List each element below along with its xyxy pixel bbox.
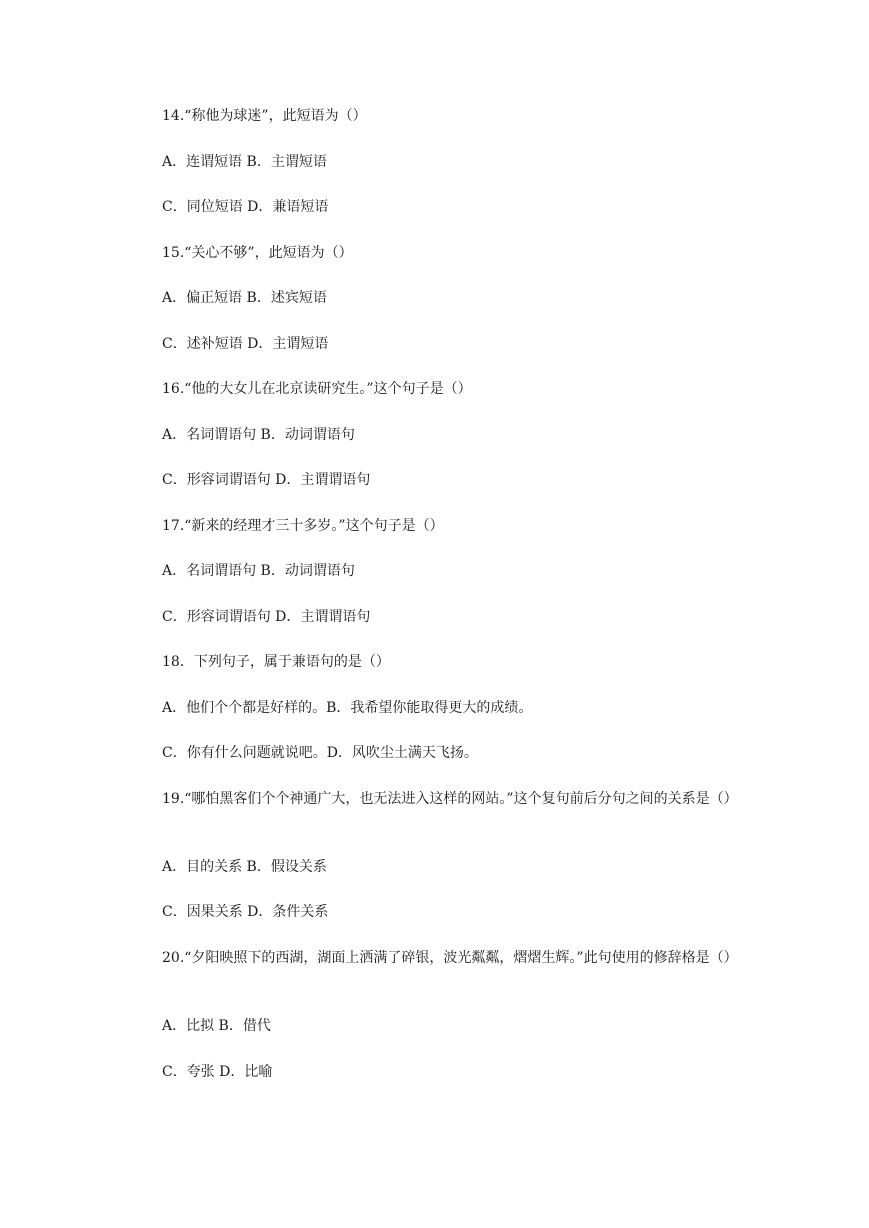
question-18-stem: 18．下列句子，属于兼语句的是（） bbox=[162, 654, 390, 670]
question-16-options-ab: A．名词谓语句 B．动词谓语句 bbox=[162, 427, 355, 443]
question-17-options-ab: A．名词谓语句 B．动词谓语句 bbox=[162, 563, 355, 579]
question-17-stem: 17.“新来的经理才三十多岁。”这个句子是（） bbox=[162, 518, 444, 534]
question-20-stem: 20.“夕阳映照下的西湖，湖面上洒满了碎银，波光粼粼，熠熠生辉。”此句使用的修辞格是（） bbox=[162, 950, 738, 966]
question-14-options-cd: C．同位短语 D．兼语短语 bbox=[162, 199, 329, 215]
question-14-stem: 14.“称他为球迷”，此短语为（） bbox=[162, 108, 367, 124]
question-18-options-cd: C．你有什么问题就说吧。D．风吹尘土满天飞扬。 bbox=[162, 745, 478, 761]
question-19-options-cd: C．因果关系 D．条件关系 bbox=[162, 904, 329, 920]
question-18-options-ab: A．他们个个都是好样的。B．我希望你能取得更大的成绩。 bbox=[162, 700, 533, 716]
question-19-stem: 19.“哪怕黑客们个个神通广大，也无法进入这样的网站。”这个复句前后分句之间的关系是（） bbox=[162, 791, 738, 807]
question-15-stem: 15.“关心不够”，此短语为（） bbox=[162, 245, 353, 261]
question-17-options-cd: C．形容词谓语句 D．主谓谓语句 bbox=[162, 609, 371, 625]
question-16-options-cd: C．形容词谓语句 D．主谓谓语句 bbox=[162, 472, 371, 488]
question-14-options-ab: A．连谓短语 B．主谓短语 bbox=[162, 154, 327, 170]
question-15-options-cd: C．述补短语 D．主谓短语 bbox=[162, 336, 329, 352]
question-15-options-ab: A．偏正短语 B．述宾短语 bbox=[162, 290, 327, 306]
question-19-options-ab: A．目的关系 B．假设关系 bbox=[162, 859, 327, 875]
question-20-options-cd: C．夸张 D．比喻 bbox=[162, 1064, 273, 1080]
question-20-options-ab: A．比拟 B．借代 bbox=[162, 1018, 271, 1034]
question-16-stem: 16.“他的大女儿在北京读研究生。”这个句子是（） bbox=[162, 381, 472, 397]
